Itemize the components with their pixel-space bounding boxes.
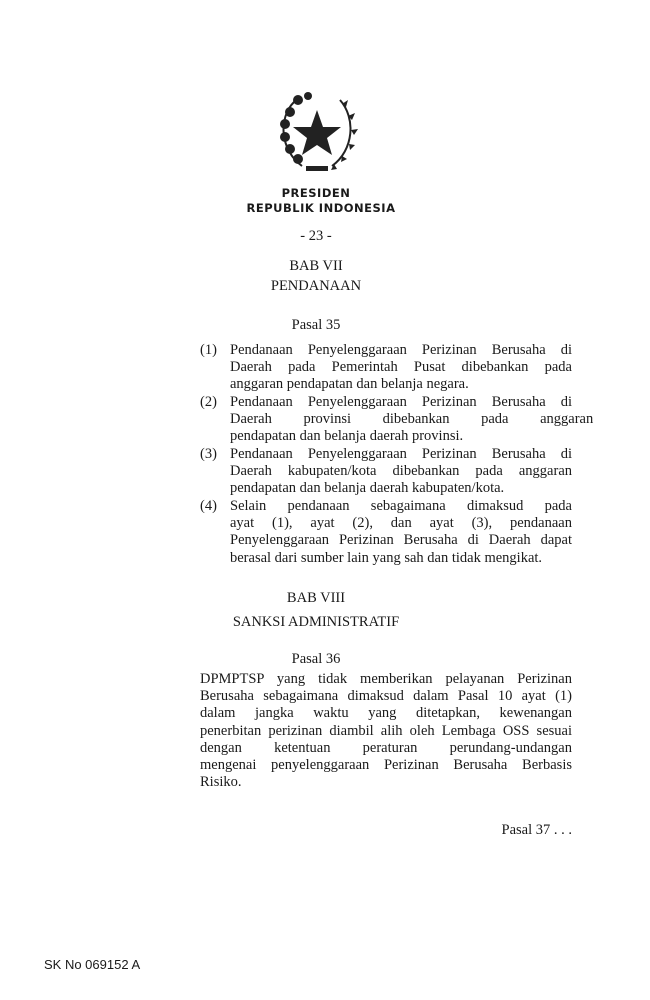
text-line: anggaran pendapatan dan belanja negara. bbox=[230, 376, 469, 393]
item-number: (1) bbox=[200, 342, 217, 358]
text-line: pendapatan dan belanja daerah provinsi. bbox=[230, 428, 464, 445]
item-number: (3) bbox=[200, 446, 217, 462]
continuation-marker: Pasal 37 . . . bbox=[501, 822, 572, 838]
garuda-emblem-icon bbox=[276, 88, 358, 174]
article-title: Pasal 35 bbox=[291, 317, 341, 333]
text-line: penerbitan perizinan diambil alih oleh Lembaga OSS sesuai bbox=[200, 722, 572, 739]
item-number: (4) bbox=[200, 498, 217, 514]
chapter-title: BAB VIII bbox=[286, 590, 346, 606]
text-line: Pendanaan Penyelenggaraan Perizinan Berusaha di bbox=[230, 394, 572, 410]
article-paragraph bbox=[200, 671, 572, 791]
text-line: dalam jangka waktu yang ditetapkan, kewenangan bbox=[200, 705, 572, 722]
chapter-title: BAB VII bbox=[289, 258, 343, 274]
header-republik-indonesia: REPUBLIK INDONESIA bbox=[246, 201, 396, 215]
text-line: Selain pendanaan sebagaimana dimaksud pada bbox=[230, 498, 572, 514]
text-line: dengan ketentuan peraturan perundang-undangan bbox=[200, 739, 572, 756]
item-number: (2) bbox=[200, 394, 217, 410]
text-line: Daerah provinsi dibebankan pada anggaran bbox=[230, 411, 594, 428]
text-line: DPMPTSP yang tidak memberikan pelayanan Perizinan bbox=[200, 671, 572, 687]
text-line: berasal dari sumber lain yang sah dan tidak mengikat. bbox=[230, 549, 543, 566]
text-line: Penyelenggaraan Perizinan Berusaha di Daerah dapat bbox=[230, 532, 572, 549]
text-line: mengenai penyelenggaraan Perizinan Berusaha Berbasis bbox=[200, 756, 572, 773]
text-line: Pendanaan Penyelenggaraan Perizinan Berusaha di bbox=[230, 342, 572, 358]
text-line: pendapatan dan belanja daerah kabupaten/kota. bbox=[230, 480, 505, 497]
page-number: - 23 - bbox=[300, 228, 332, 244]
header-presiden: PRESIDEN bbox=[281, 186, 351, 200]
text-line: Risiko. bbox=[200, 774, 242, 791]
text-line: Daerah pada Pemerintah Pusat dibebankan pada bbox=[230, 359, 572, 376]
text-line: ayat (1), ayat (2), dan ayat (3), pendanaan bbox=[230, 515, 572, 532]
footer-serial-number: SK No 069152 A bbox=[44, 957, 141, 972]
text-line: Berusaha sebagaimana dimaksud dalam Pasal 10 ayat (1) bbox=[200, 688, 572, 705]
text-line: Daerah kabupaten/kota dibebankan pada anggaran bbox=[230, 463, 572, 480]
chapter-subtitle: SANKSI ADMINISTRATIF bbox=[232, 614, 400, 630]
article-title: Pasal 36 bbox=[291, 651, 341, 667]
chapter-subtitle: PENDANAAN bbox=[270, 278, 362, 294]
text-line: Pendanaan Penyelenggaraan Perizinan Berusaha di bbox=[230, 446, 572, 462]
